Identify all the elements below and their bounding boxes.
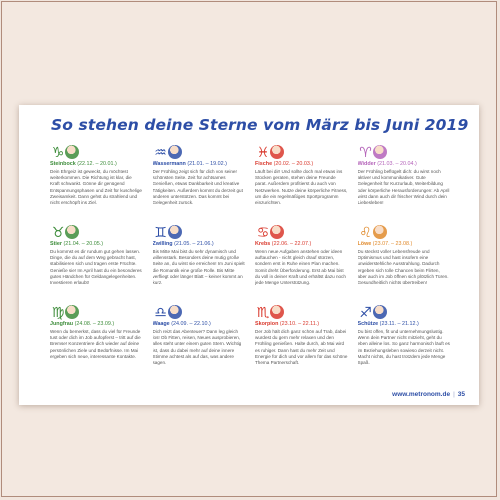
sign-text: Wenn du bemerkst, dass du viel für Freunde tust oder dich im Job aufopferst – tritt auf die Bremse! Konzentriere dich wieder auf deine persönlichen Ziele und Bedürfnisse. Im Mai ergeben sich neue, interessante Kontakte. [50, 329, 141, 359]
website-link[interactable]: www.metronom.de [392, 391, 451, 398]
zodiac-jungfrau-icon: ♍ [51, 305, 65, 321]
sign-dates: (23.10. – 22.11.) [279, 321, 320, 327]
sign-dates: (21.03. – 20.04.) [377, 161, 417, 167]
sign-zwilling [153, 225, 246, 300]
sign-name: Jungfrau [50, 321, 74, 327]
sign-jungfrau [50, 305, 143, 380]
sign-name: Steinbock [50, 161, 76, 167]
page-number: 35 [457, 391, 465, 398]
sign-header [255, 161, 348, 168]
zodiac-widder-icon: ♈ [359, 145, 372, 161]
sign-dates: (21.01. – 19.02.) [187, 161, 227, 167]
sign-header [50, 241, 143, 248]
sign-fische [255, 145, 348, 220]
illustration-icon [373, 305, 387, 319]
sign-name: Zwilling [152, 241, 173, 247]
illustration-icon [168, 225, 182, 239]
sign-dates: (21.04. – 20.05.) [63, 241, 104, 247]
sign-dates: (20.02. – 20.03.) [273, 161, 314, 167]
magazine-page [19, 105, 479, 405]
sign-name: Wassermann [152, 161, 186, 167]
sign-wassermann [153, 145, 246, 220]
sign-dates: (22.06. – 22.07.) [271, 241, 312, 247]
illustration-icon [168, 305, 182, 319]
sign-name: Waage [152, 321, 170, 327]
sign-header [50, 161, 143, 168]
sign-skorpion [255, 305, 348, 380]
sign-dates: (22.12. – 20.01.) [77, 161, 117, 167]
illustration-icon [65, 225, 79, 239]
illustration-icon [168, 145, 182, 159]
illustration-icon [373, 225, 387, 239]
sign-name: Skorpion [255, 321, 279, 327]
sign-name: Löwe [357, 241, 372, 247]
sign-text: Der Frühling beflügelt dich: du wirst noch aktiver und kommunikativer. Gute Gelegenheit für Kurzurlaub, Weiterbildung oder körperliche Herausforderungen: Ab April wirst dann auch dir frischer Wind durch dein Liebesleben! [357, 169, 450, 206]
sign-text: Wenn neue Aufgaben anstehen oder ideen auftauchen - nicht gleich drauf stürzen, sondern erst in Ruhe einen Plan machen. Somit dreht Überforderung. Erst ab Mai bist du voll in deiner Kraft und erhältst dazu noch jede Menge Unterstützung. [255, 249, 346, 286]
illustration-icon [270, 305, 284, 319]
zodiac-krebs-icon: ♋ [256, 225, 270, 241]
sign-text: Dich reizt das Abenteuer? Dann leg gleich los! Ob Fitten, reisen, Neues ausprobieren, alles steht unter einem guten Stern. Wichtig ist, dass du dabei mehr auf deine innere Stimme achtest als auf das, was andere sagen. [152, 329, 242, 366]
zodiac-skorpion-icon: ♏ [256, 305, 270, 321]
sign-waage [153, 305, 246, 380]
illustration-icon [65, 305, 79, 319]
sign-header [358, 241, 451, 248]
sign-name: Stier [50, 241, 62, 247]
sign-text: Der Frühling zeigt sich für dich von seiner schönsten Seite. Zeit für achtsames Genießen, etwas Dankbarkeit und kreative Tätigkeiten. Außerdem kommt du derzeit gut anderen unterstützen. Das kommt bei Gelegenheit zurück. [152, 169, 243, 206]
zodiac-zwilling-icon: ♊ [154, 225, 167, 241]
illustration-icon [270, 225, 284, 239]
sign-name: Fische [255, 161, 273, 167]
sign-dates: (23.11. – 21.12.) [379, 321, 419, 327]
illustration-icon [65, 145, 79, 159]
sign-schuetze [358, 305, 451, 380]
sign-header [255, 241, 348, 248]
sign-dates: (24.08. – 23.09.) [74, 321, 115, 327]
sign-header [358, 321, 451, 328]
sign-steinbock [50, 145, 143, 220]
sign-text: Du bist offen, fit und unternehmungslustig. Wenn dein Partner nicht mitzieht, geht du eben alleine los. So ganz harmonisch läuft es im Beziehungsleben sowieso derzeit nicht. Macht nichts, du hast trotzdem jede Menge Spaß. [357, 329, 450, 366]
sign-text: Dein Ehrgeiz ist geweckt, du möchtest weiterkommen. Die Richtung ist klar, die Kraft schwankt. Gönne dir genügend Entspannungsphasen und Zeit für kuschelige Zweisamkeit. Dann gehst du strahlend und nicht erschöpft ins Ziel. [50, 169, 142, 206]
illustration-icon [270, 145, 284, 159]
zodiac-schuetze-icon: ♐ [359, 305, 372, 321]
footer-separator: | [453, 391, 455, 398]
sign-name: Widder [357, 161, 376, 167]
sign-header [153, 161, 246, 168]
sign-header [153, 241, 246, 248]
zodiac-stier-icon: ♉ [51, 225, 65, 241]
sign-dates: (24.09. – 22.10.) [171, 321, 211, 327]
sign-dates: (21.05. – 21.06.) [174, 241, 214, 247]
sign-loewe [358, 225, 451, 300]
illustration-icon [373, 145, 387, 159]
zodiac-loewe-icon: ♌ [359, 225, 372, 241]
sign-text: Bis Mitte Mai bist du sehr dynamisch und willensstark. Besonders deine mutig große Seite an, du wirst sie erreichen! Im Juni spielt die Romantik eine große Rolle. Bis Mitte verfliegt oder länger Blatt – keiner kommt an kurz. [152, 249, 245, 286]
sign-text: Du steckst voller Lebensfreude und Optimismus und hast insofern eine unwiderstehliche Ausstrahlung. Dadurch ergeben sich tolle Chancen beim Flirten, aber auch im Job öffnen sich plötzlich Türen. Gesundheitlich nichts übertreiben! [357, 249, 449, 286]
zodiac-waage-icon: ♎ [154, 305, 167, 321]
sign-widder [358, 145, 451, 220]
sign-text: Der Job hält dich ganz schön auf Trab, dabei wurdest du gern mehr relaxen und den Frühling genießen. Halte durch, ab Mai wird es ruhiger. Dann hast du mehr Zeit und Energie für dich und vor allem für das schöne Thema Partnerschaft. [255, 329, 348, 366]
sign-krebs [255, 225, 348, 300]
sign-header [153, 321, 246, 328]
sign-header [50, 321, 143, 328]
page-footer [392, 391, 465, 398]
sign-header [358, 161, 451, 168]
horoscope-grid [50, 145, 450, 380]
sign-text: Läuft bei dir! Und sollte doch mal etwas ins Stocken geraten, stehen deine Freunde parat. Außerdem profitierst du auch von Netzwerken. Nutze deine körperliche Fitness, um die ein regelmäßiges Sportprogramm einzurichten. [255, 169, 348, 206]
sign-name: Krebs [255, 241, 271, 247]
sign-text: Du kommst es dir rundum gut gehen lassen. Dinge, die du auf dem Weg gebracht hast, stabilisieren sich und tragen erste Früchte. Genieße sie! Im April hast du ein besonderes gutes Händchen für Geldangelegenheiten. Investieren erlaubt! [50, 249, 142, 286]
zodiac-wassermann-icon: ♒ [154, 145, 167, 161]
sign-header [255, 321, 348, 328]
page-title: So stehen deine Sterne vom März bis Juni 2019 [51, 116, 469, 134]
zodiac-steinbock-icon: ♑ [51, 145, 65, 161]
sign-dates: (23.07. – 23.08.) [372, 241, 413, 247]
zodiac-fische-icon: ♓ [256, 145, 270, 161]
sign-stier [50, 225, 143, 300]
sign-name: Schütze [357, 321, 379, 327]
